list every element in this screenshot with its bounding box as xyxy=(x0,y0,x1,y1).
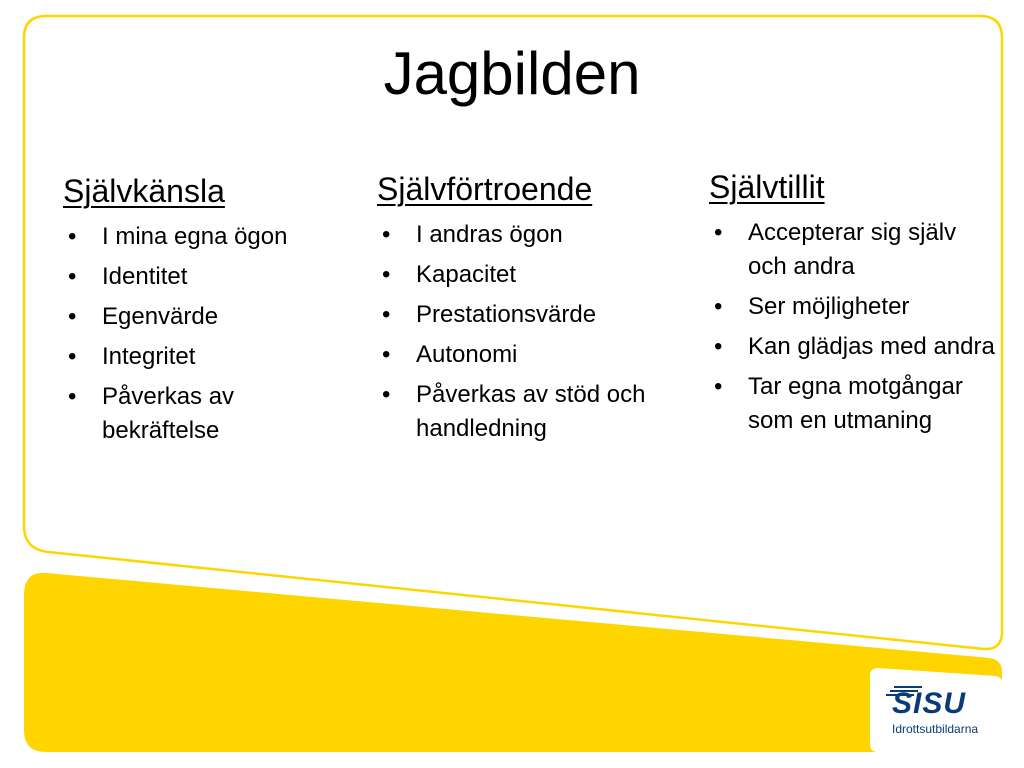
bullet-marker: • xyxy=(382,341,391,368)
slide-title: Jagbilden xyxy=(383,40,641,107)
list-item: • Integritet xyxy=(63,340,353,374)
bullet-marker: • xyxy=(68,303,77,330)
column-heading: Självkänsla xyxy=(63,173,225,209)
list-item: • Identitet xyxy=(63,260,353,294)
list-item: • Ser möjligheter xyxy=(709,290,979,324)
bullet-list xyxy=(377,218,667,446)
column-sjalvfortroende xyxy=(377,170,667,452)
column-sjalvtillit xyxy=(709,168,995,444)
logo-subtitle: Idrottsutbildarna xyxy=(892,722,979,736)
list-item: • Tar egna motgångar som en utmaning xyxy=(709,370,996,438)
column-sjalvkansla xyxy=(63,172,353,454)
bullet-marker: • xyxy=(714,293,723,320)
bullet-list xyxy=(709,216,995,438)
bullet-marker: • xyxy=(68,263,77,290)
bullet-marker: • xyxy=(68,343,77,370)
list-item: • Prestationsvärde xyxy=(377,298,667,332)
logo-wordmark: SISU xyxy=(892,687,967,720)
list-item: • Egenvärde xyxy=(63,300,353,334)
list-item: • Autonomi xyxy=(377,338,667,372)
bullet-marker: • xyxy=(714,219,723,246)
bullet-marker: • xyxy=(382,221,391,248)
list-item: • Kapacitet xyxy=(377,258,667,292)
list-item: • Påverkas av bekräftelse xyxy=(63,380,302,448)
sisu-logo xyxy=(886,684,996,744)
bullet-list xyxy=(63,220,353,448)
list-item: • I andras ögon xyxy=(377,218,667,252)
bullet-marker: • xyxy=(68,383,77,410)
bullet-marker: • xyxy=(382,261,391,288)
column-heading: Självförtroende xyxy=(377,171,593,207)
column-heading: Självtillit xyxy=(709,169,825,205)
list-item: • I mina egna ögon xyxy=(63,220,353,254)
list-item: • Kan glädjas med andra xyxy=(709,330,1006,364)
bullet-marker: • xyxy=(382,301,391,328)
bullet-marker: • xyxy=(382,381,391,408)
list-item: • Accepterar sig själv och andra xyxy=(709,216,966,284)
list-item: • Påverkas av stöd och handledning xyxy=(377,378,648,446)
bullet-marker: • xyxy=(68,223,77,250)
bullet-marker: • xyxy=(714,333,723,360)
bullet-marker: • xyxy=(714,373,723,400)
